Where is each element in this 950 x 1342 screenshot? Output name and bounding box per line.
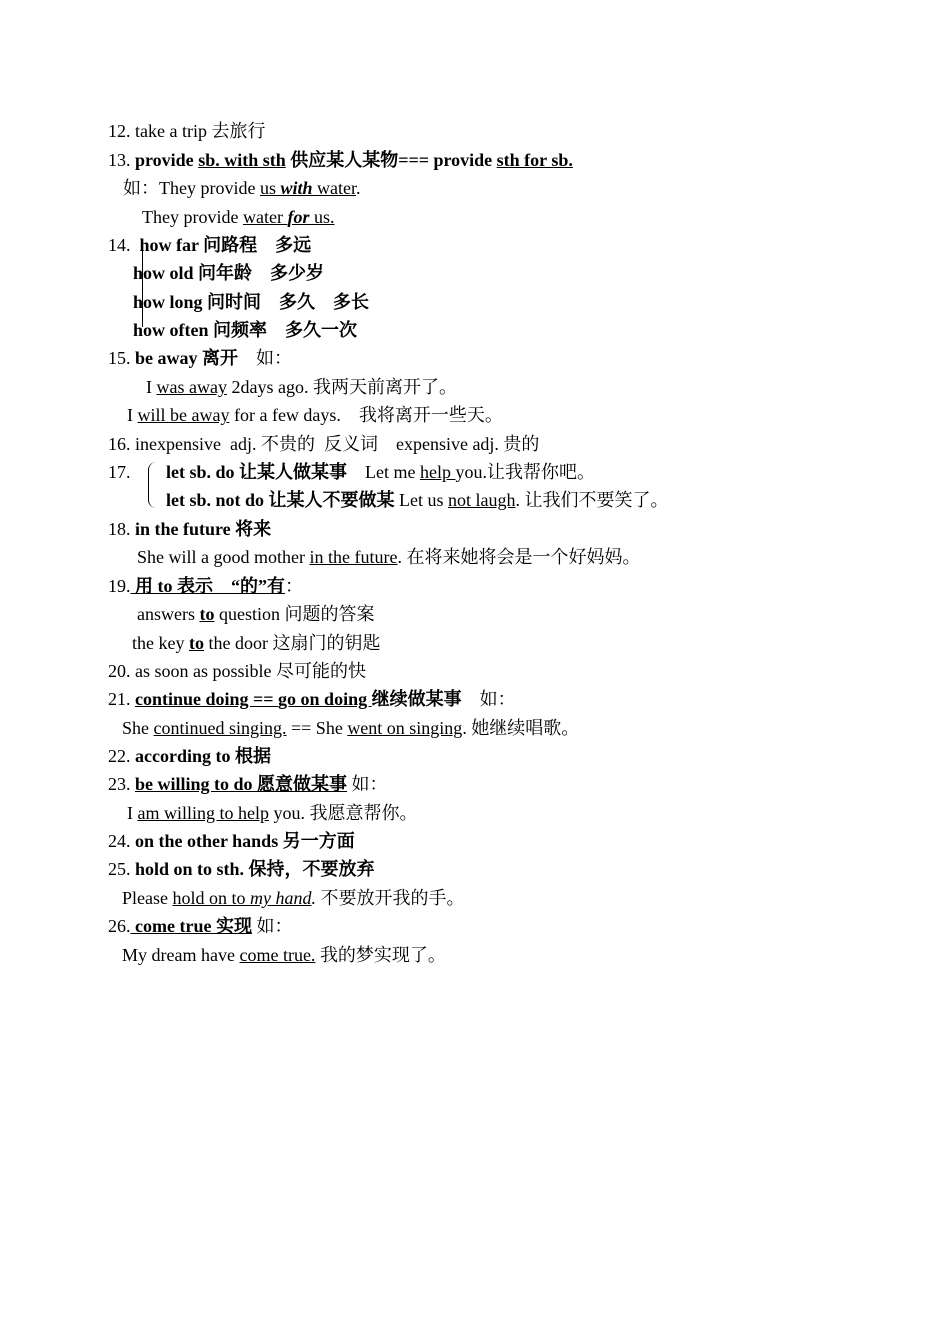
example-text: Please [122,888,173,908]
example-text: . [311,888,316,908]
example-line [122,944,446,966]
item-number: 19. [108,576,131,596]
example-emphasis: to [199,604,215,624]
example-text: . [356,178,361,198]
translation: 继续做某事 [371,689,462,709]
example-line [132,632,380,654]
example-text: She will a good mother [137,547,310,567]
item-number: 14. [108,235,140,255]
example-line [127,404,503,426]
phrase: how old 问年龄 多少岁 [133,263,325,283]
phrase: on the other hands 另一方面 [135,831,355,851]
example-line [142,206,334,228]
example-text: you. 我愿意帮你。 [268,803,418,823]
example-underlined: will be away [137,405,230,425]
example-line [122,717,579,739]
item-number: 26. [108,916,131,936]
example-text: 如：They provide [123,178,260,198]
bracket-line [142,243,151,327]
item-13 [108,149,573,171]
example-text: . 她继续唱歌。 [462,718,580,738]
example-underlined: not laugh [448,490,516,510]
example-line [146,376,457,398]
example-text: I [146,377,157,397]
example-text: == She [286,718,348,738]
example-emphasis: for [287,207,310,227]
example-text: My dream have [122,945,240,965]
phrase-underlined: continue doing [135,689,254,709]
example-text: for a few days. 我将离开一些天。 [229,405,503,425]
phrase: how far 问路程 多远 [139,235,312,255]
example-text: 不要放开我的手。 [316,888,465,908]
example-text: the key [132,633,189,653]
phrase: let sb. do 让某人做某事 [166,462,348,482]
item-21 [108,688,516,710]
example-text: She [122,718,154,738]
phrase: how long 问时间 多久 多长 [133,292,370,312]
phrase-underlined: sb. with sth [198,150,286,170]
phrase-underlined: go on doing [278,689,372,709]
item-14-sub [133,262,324,284]
example-underlined: us. [309,207,335,227]
example-text: . 在将来她将会是一个好妈妈。 [397,547,641,567]
example-underlined: us [259,178,281,198]
bracket-line [148,462,157,508]
item-24 [108,830,355,852]
item-14-sub [133,319,357,341]
item-number: 15. [108,348,135,368]
item-18 [108,518,271,540]
item-number: 24. [108,831,135,851]
example-line [127,802,417,824]
item-number: 13. [108,150,135,170]
item-20 [108,660,366,682]
example-marker: ： [285,576,303,596]
phrase-underlined: come true 实现 [130,916,252,936]
example-text: question 问题的答案 [214,604,375,624]
translation: 供应某人某物=== provide [285,150,497,170]
item-25 [108,858,375,880]
example-emphasis: to [188,633,204,653]
example-underlined: continued singing. [153,718,287,738]
phrase-underlined: 用 to 表示 “的”有 [130,576,285,596]
item-12 [108,120,265,142]
phrase: as soon as possible 尽可能的快 [135,661,366,681]
phrase: let sb. not do 让某人不要做某 [166,490,395,510]
example-line [137,603,374,625]
phrase: be away 离开 [135,348,238,368]
item-19 [108,575,303,597]
item-number: 21. [108,689,135,709]
phrase: inexpensive adj. 不贵的 反义词 expensive adj. 贵的 [135,434,540,454]
phrase-underlined: sth for sb. [496,150,573,170]
item-number: 22. [108,746,135,766]
item-14-sub [133,291,369,313]
item-23 [108,773,388,795]
example-text: answers [137,604,200,624]
example-text: the door 这扇门的钥匙 [203,633,381,653]
example-text: . 让我们不要笑了。 [515,490,669,510]
example-text: Let me [347,462,420,482]
example-underlined: went on singing [347,718,463,738]
phrase-underlined: == [253,689,279,709]
item-number: 23. [108,774,135,794]
item-number: 17. [108,462,135,482]
example-text: They provide [142,207,243,227]
item-26 [108,915,292,937]
example-underlined: in the future [309,547,398,567]
item-number: 16. [108,434,135,454]
example-line [122,887,465,909]
example-underlined: was away [156,377,227,397]
phrase: hold on to sth. 保持，不要放弃 [135,859,375,879]
example-emphasis: my hand [250,888,312,908]
example-underlined: am willing to help [137,803,269,823]
item-number: 20. [108,661,135,681]
phrase: take a trip [135,121,212,141]
example-text: you.让我帮你吧。 [455,462,595,482]
example-marker: 如： [251,916,293,936]
example-underlined: water [312,178,356,198]
item-number: 18. [108,519,135,539]
example-text: I [127,803,138,823]
phrase: provide [135,150,199,170]
item-number: 25. [108,859,135,879]
example-text: 我的梦实现了。 [315,945,446,965]
item-17-sub [166,489,669,511]
example-line [137,546,640,568]
item-22 [108,745,271,767]
example-text: I [127,405,138,425]
item-16 [108,433,539,455]
item-number: 12. [108,121,135,141]
phrase: in the future 将来 [135,519,272,539]
example-marker: 如： [238,348,292,368]
translation: 去旅行 [211,121,266,141]
example-marker: 如： [461,689,516,709]
item-17 [108,461,135,483]
example-underlined: help [420,462,456,482]
phrase: according to 根据 [135,746,271,766]
example-underlined: come true. [239,945,316,965]
example-text: 2days ago. 我两天前离开了。 [226,377,457,397]
example-underlined: water [242,207,288,227]
phrase-underlined: be willing to do 愿意做某事 [135,774,348,794]
example-line [123,177,361,199]
example-text: Let us [394,490,449,510]
item-14 [108,234,311,256]
example-marker: 如： [347,774,388,794]
item-15 [108,347,292,369]
example-emphasis: with [280,178,313,198]
item-17-sub [166,461,595,483]
example-underlined: hold on to [172,888,250,908]
phrase: how often 问频率 多久一次 [133,320,357,340]
